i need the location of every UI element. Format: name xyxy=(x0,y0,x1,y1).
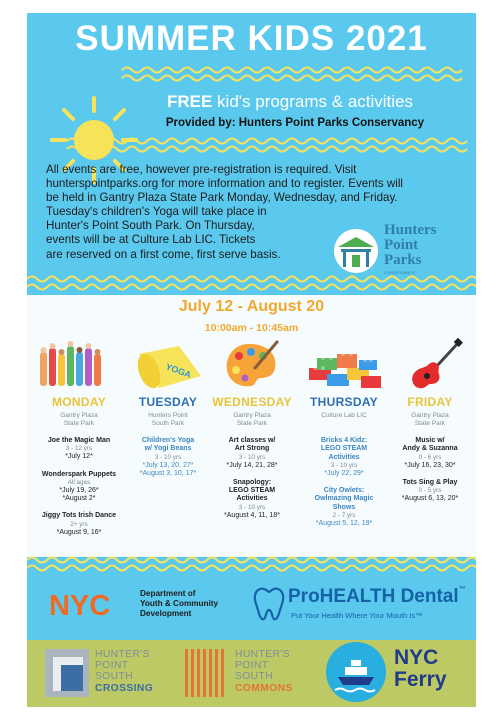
tuesday-column xyxy=(123,395,213,487)
event-name: City Owlets: xyxy=(323,487,365,495)
crossing-square-icon xyxy=(45,649,89,697)
event-age: 3 - 10 yrs xyxy=(238,453,266,461)
event xyxy=(34,471,124,504)
nyc-ferry-logo xyxy=(323,639,473,705)
event-date: *August 3, 10, 17* xyxy=(139,469,197,477)
venue-line: State Park xyxy=(414,420,446,427)
day-label: WEDNESDAY xyxy=(212,395,292,409)
event xyxy=(34,437,124,462)
venue xyxy=(207,412,297,428)
event-name: Joe the Magic Man xyxy=(47,437,111,444)
hps-line: COMMONS xyxy=(235,682,293,694)
hpp-logo-word: Parks xyxy=(384,252,422,268)
dycd-line: Department of xyxy=(140,589,196,598)
intro-line: be held in Gantry Plaza State Park Monday, Wednesday, and Friday. xyxy=(46,191,398,205)
venue-line: Gantry Plaza xyxy=(411,412,449,419)
ferry-line: NYC xyxy=(394,646,439,669)
venue xyxy=(385,412,475,428)
lego-bricks-icon xyxy=(307,338,383,394)
event-date: *August 9, 16* xyxy=(56,528,102,536)
event-name: Art Strong xyxy=(234,445,270,453)
event-date: *August 2* xyxy=(62,495,96,503)
event-name: Music w/ xyxy=(415,437,445,444)
event xyxy=(385,479,475,504)
event xyxy=(385,437,475,470)
event-name: Owlmazing Magic xyxy=(314,495,374,503)
paint-palette-icon xyxy=(221,338,281,394)
venue xyxy=(123,412,213,428)
trademark-mark: ™ xyxy=(458,586,466,593)
venue-line: State Park xyxy=(236,420,268,427)
hps-line: HUNTER'S xyxy=(235,649,290,660)
intro-line: Tuesday's children's Yoga will take place in xyxy=(46,205,267,219)
time-range: 10:00am - 10:45am xyxy=(204,322,299,334)
hunters-point-parks-logo xyxy=(332,223,462,275)
dycd-line: Youth & Community xyxy=(140,599,219,608)
ferry-boat-icon xyxy=(325,641,387,703)
nyc-logo xyxy=(47,589,125,619)
dycd-line: Development xyxy=(140,609,192,618)
event-name: Shows xyxy=(332,503,356,511)
event-name: Activities xyxy=(328,453,360,461)
hpp-logo-subtitle: CONSERVANCY xyxy=(384,270,415,275)
day-label: TUESDAY xyxy=(138,395,198,409)
intro-line: are reserved on a first come, first serve basis. xyxy=(46,247,281,261)
event xyxy=(299,487,389,528)
event-name: Wonderspark Puppets xyxy=(41,470,117,478)
ferry-text xyxy=(394,647,447,691)
hands-puppets-icon xyxy=(37,338,107,394)
date-range: July 12 - August 20 xyxy=(178,298,325,315)
venue xyxy=(34,412,124,428)
venue-line: Gantry Plaza xyxy=(233,412,271,419)
hps-line: HUNTER'S xyxy=(95,649,150,660)
event-age: 0 - 5 yrs xyxy=(418,487,442,495)
provided-by: Provided by: Hunters Point Parks Conservancy xyxy=(165,117,425,129)
event-date: *July 19, 26* xyxy=(59,486,99,494)
hps-line: SOUTH xyxy=(95,671,134,683)
wavy-lines-top xyxy=(27,60,476,90)
tooth-icon xyxy=(252,586,286,622)
intro-line: Hunter's Point South Park. On Thursday, xyxy=(46,219,255,233)
svg-text:YOGA: YOGA xyxy=(164,361,193,380)
yoga-mat-icon xyxy=(135,338,205,394)
prohealth-dental-logo xyxy=(252,584,472,624)
event-date: *August 5, 12, 19* xyxy=(315,520,373,528)
event-name: Andy & Suzanna xyxy=(402,445,458,453)
hps-crossing-logo xyxy=(45,649,165,699)
wavy-lines-schedule-bottom xyxy=(27,550,476,580)
wednesday-column xyxy=(207,395,297,529)
event-name: Art classes w/ xyxy=(228,437,276,444)
hps-commons-text xyxy=(235,649,293,694)
ferry-line: Ferry xyxy=(394,668,447,691)
event-date: *July 16, 23, 30* xyxy=(404,461,456,469)
event-age: 2+ yrs xyxy=(70,520,88,528)
intro-line: All events are free, however pre-registration is required. Visit xyxy=(46,163,357,176)
subtitle-rest: kid's programs & activities xyxy=(212,92,414,111)
event-age: All ages xyxy=(67,478,91,486)
event xyxy=(123,437,213,478)
hps-line: POINT xyxy=(235,660,269,672)
friday-column xyxy=(385,395,475,512)
poster xyxy=(27,13,476,707)
event xyxy=(207,437,297,470)
wavy-lines-middle xyxy=(27,133,476,157)
event-date: *July 14, 21, 28* xyxy=(226,461,278,469)
venue-line: Culture Lab LIC xyxy=(321,412,367,419)
event-date: *July 12* xyxy=(65,453,93,461)
event-date: *July 13, 20, 27* xyxy=(142,461,194,469)
hpp-logo-word: Hunters xyxy=(384,222,437,238)
intro-line: hunterspointparks.org for more information and to register. Events will xyxy=(46,177,403,191)
day-label: FRIDAY xyxy=(407,395,453,409)
event-date: *August 6, 13, 20* xyxy=(401,495,459,503)
nyc-logo-text: NYC xyxy=(49,590,111,619)
venue-line: Hunters Point xyxy=(148,412,188,419)
hps-line: SOUTH xyxy=(235,671,274,683)
event-date: *July 22, 29* xyxy=(324,469,364,477)
event xyxy=(34,512,124,537)
hpp-logo-word: Point xyxy=(384,237,419,253)
prohealth-title-text: ProHEALTH Dental xyxy=(288,586,459,607)
park-pavilion-icon xyxy=(332,227,380,275)
event-name: Activities xyxy=(236,495,268,503)
prohealth-title xyxy=(288,586,466,608)
day-label: MONDAY xyxy=(51,395,107,409)
event xyxy=(299,437,389,478)
event xyxy=(207,479,297,520)
event-age: 3 - 10 yrs xyxy=(330,461,358,469)
dycd-text xyxy=(140,589,218,619)
event-name: LEGO STEAM xyxy=(320,445,368,453)
commons-stripes-icon xyxy=(185,649,229,697)
event-age: 3 - 10 yrs xyxy=(238,503,266,511)
hps-commons-logo xyxy=(185,649,315,699)
event-age: 2 - 7 yrs xyxy=(332,512,356,520)
electric-guitar-icon xyxy=(405,338,465,394)
monday-column xyxy=(34,395,124,546)
prohealth-tagline: Put Your Health Where Your Mouth Is™ xyxy=(291,611,423,620)
event-name: LEGO STEAM xyxy=(228,487,276,495)
hpp-logo-text xyxy=(384,223,437,268)
event-age: 0 - 6 yrs xyxy=(418,453,442,461)
event-name: Tots Sing & Play xyxy=(402,478,458,486)
venue xyxy=(299,412,389,428)
thursday-column xyxy=(299,395,389,537)
event-name: Jiggy Tots Irish Dance xyxy=(41,512,117,520)
subtitle xyxy=(125,92,455,112)
event-name: Bricks 4 Kidz: xyxy=(320,437,368,444)
venue-line: Gantry Plaza xyxy=(60,412,98,419)
venue-line: South Park xyxy=(151,420,185,427)
hps-line: CROSSING xyxy=(95,682,154,694)
event-age: 3 - 10 yrs xyxy=(154,453,182,461)
event-name: w/ Yogi Beans xyxy=(144,445,192,453)
event-name: Snapology: xyxy=(232,478,272,486)
hps-crossing-text xyxy=(95,649,153,694)
page-title: SUMMER KIDS 2021 xyxy=(75,19,428,58)
venue-line: State Park xyxy=(63,420,95,427)
intro-line: events will be at Culture Lab LIC. Tickets xyxy=(46,233,256,247)
event-name: Children's Yoga xyxy=(141,437,195,444)
event-date: *August 4, 11, 18* xyxy=(224,511,280,519)
day-label: THURSDAY xyxy=(310,395,378,409)
hps-line: POINT xyxy=(95,660,129,672)
free-word: FREE xyxy=(166,92,213,111)
event-age: 3 - 12 yrs xyxy=(65,445,93,453)
